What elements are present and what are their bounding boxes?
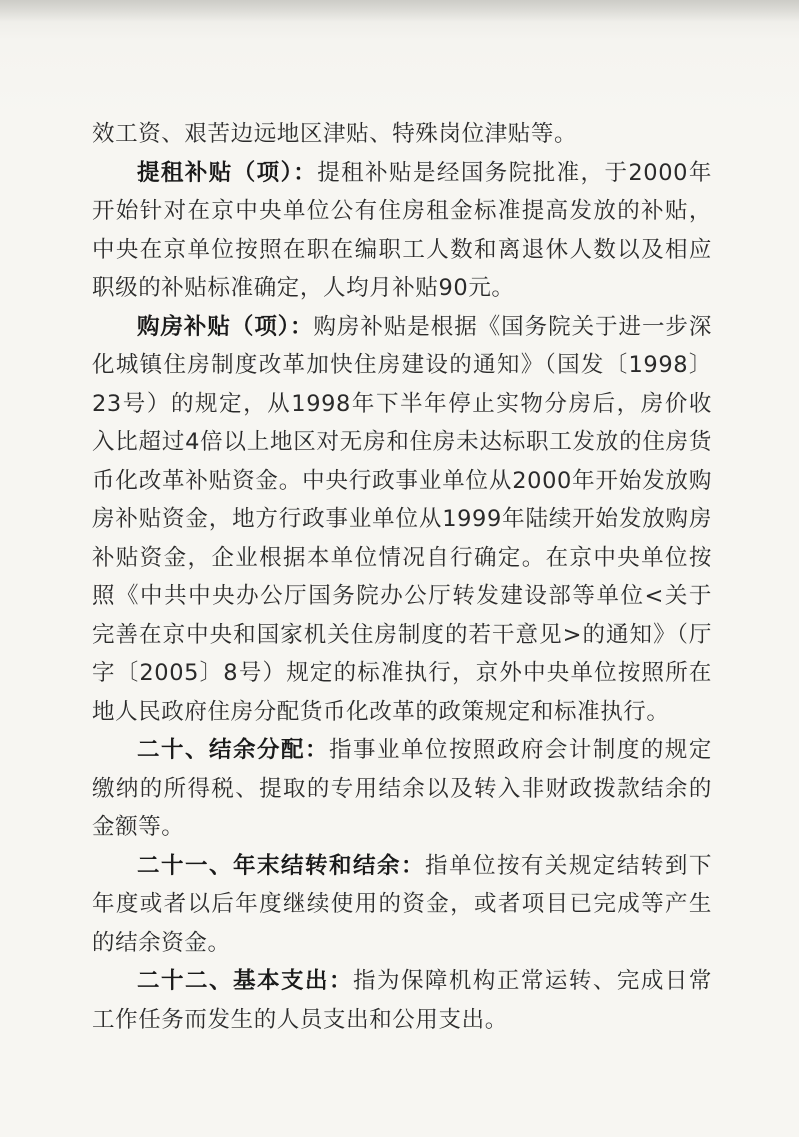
paragraph-housing-subsidy	[92, 308, 712, 732]
paragraph-basic-expenditure	[92, 962, 712, 1039]
paragraph-text: 指事业单位按照政府会计制度的规定缴纳的所得税、提取的专用结余以及转入非财政拨款结余的金额等。	[92, 737, 712, 840]
scan-shadow	[0, 0, 799, 22]
paragraph-term: 二十一、年末结转和结余：	[137, 852, 425, 879]
paragraph-term: 提租补贴（项）：	[137, 159, 318, 186]
paragraph-text: 购房补贴是根据《国务院关于进一步深化城镇住房制度改革加快住房建设的通知》（国发〔1998〕23号）的规定，从1998年下半年停止实物分房后，房价收入比超过4倍以上地区对无房和住房未达标职工发放的住房货币化改革补贴资金。中央行政事业单位从2000年开始发放购房补贴资金，地方行政事业单位从1999年陆续开始发放购房补贴资金，企业根据本单位情况自行确定。在京中央单位按照《中共中央办公厅国务院办公厅转发建设部等单位<关于完善在京中央和国家机关住房制度的若干意见>的通知》（厅字〔2005〕8号）规定的标准执行，京外中央单位按照所在地人民政府住房分配货币化改革的政策规定和标准执行。	[92, 313, 712, 725]
document-body	[92, 115, 712, 1039]
paragraph-rent-subsidy	[92, 154, 712, 308]
paragraph-continuation	[92, 115, 712, 154]
paragraph-text: 效工资、艰苦边远地区津贴、特殊岗位津贴等。	[92, 121, 578, 147]
paragraph-surplus-distribution	[92, 731, 712, 847]
paragraph-text: 指为保障机构正常运转、完成日常工作任务而发生的人员支出和公用支出。	[92, 968, 712, 1033]
paragraph-year-end-carryover	[92, 847, 712, 963]
paragraph-term: 二十、结余分配：	[137, 737, 329, 763]
paragraph-term: 购房补贴（项）：	[137, 313, 314, 340]
paragraph-text: 指单位按有关规定结转到下年度或者以后年度继续使用的资金，或者项目已完成等产生的结余资金。	[92, 852, 713, 956]
paragraph-text: 提租补贴是经国务院批准，于2000年开始针对在京中央单位公有住房租金标准提高发放的补贴，中央在京单位按照在职在编职工人数和离退休人数以及相应职级的补贴标准确定，人均月补贴90元。	[92, 159, 712, 301]
paragraph-term: 二十二、基本支出：	[137, 968, 353, 994]
